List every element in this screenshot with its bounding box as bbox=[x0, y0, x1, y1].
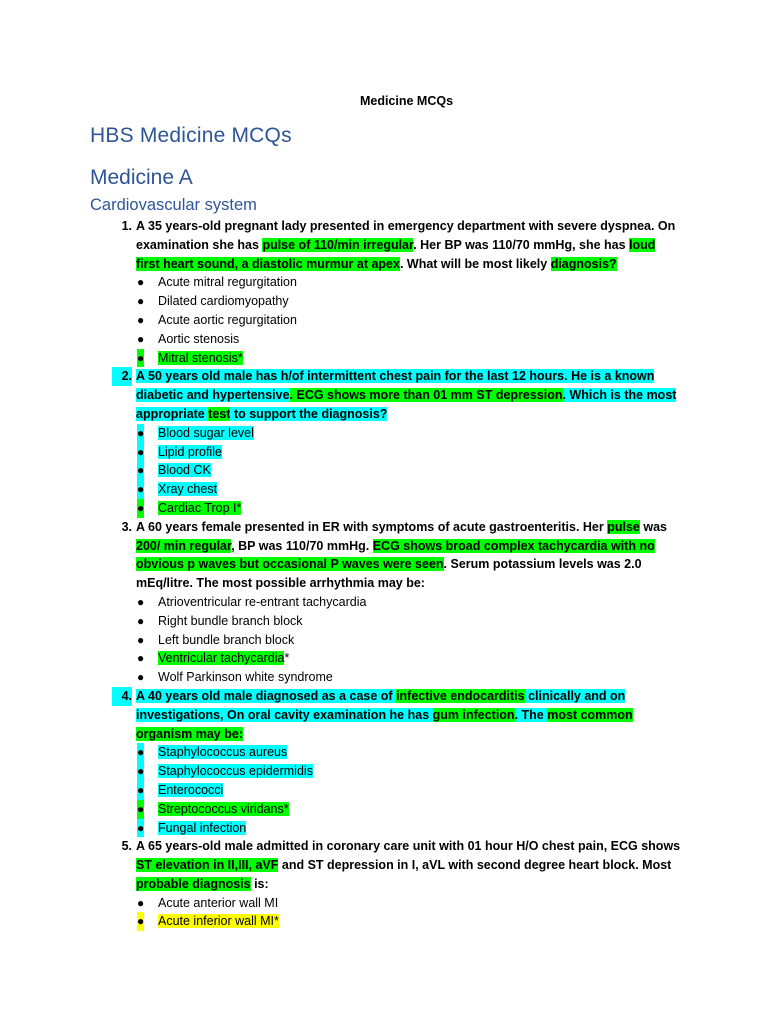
highlight: loud first heart sound, a diastolic murmur at apex bbox=[136, 237, 656, 271]
question-text: is: bbox=[250, 876, 269, 891]
highlight: gum infection bbox=[432, 707, 515, 722]
highlight: 200/ min regular bbox=[136, 538, 232, 553]
highlight: test bbox=[208, 406, 231, 421]
question-text: A 50 years old male has h/of intermittent chest pain for the last 12 hours. He is a known diabetic and hypertensive bbox=[136, 369, 655, 403]
option: ● Right bundle branch block bbox=[136, 612, 682, 631]
subsection-heading: Cardiovascular system bbox=[90, 196, 257, 214]
correct-option: ● Streptococcus viridans* bbox=[136, 800, 682, 819]
option: ● Staphylococcus epidermidis bbox=[136, 762, 682, 781]
bullet-icon: ● bbox=[137, 275, 145, 290]
option: ● Blood sugar level bbox=[136, 424, 682, 443]
option: ● Acute mitral regurgitation bbox=[136, 273, 682, 292]
question-text: . Serum potassium levels was 2.0 mEq/litre. The most possible arrhythmia may be: bbox=[136, 557, 642, 591]
option: ● Acute aortic regurgitation bbox=[136, 311, 682, 330]
option: ● Acute anterior wall MI bbox=[136, 894, 682, 913]
bullet-icon: ● bbox=[137, 762, 144, 781]
bullet-icon: ● bbox=[137, 594, 145, 609]
question-text: . The bbox=[514, 707, 548, 722]
highlight: . ECG shows more than 01 mm ST depression bbox=[289, 388, 563, 403]
section-heading: Medicine A bbox=[90, 166, 193, 189]
question-2 bbox=[121, 367, 682, 423]
option: ● Dilated cardiomyopathy bbox=[136, 292, 682, 311]
bullet-icon: ● bbox=[137, 800, 144, 819]
question-text: A 60 years female presented in ER with symptoms of acute gastroenteritis. Her bbox=[136, 519, 608, 534]
bullet-icon: ● bbox=[137, 294, 145, 309]
document-title: HBS Medicine MCQs bbox=[90, 124, 292, 147]
option: ● Left bundle branch block bbox=[136, 631, 682, 650]
bullet-icon: ● bbox=[137, 743, 144, 762]
bullet-icon: ● bbox=[137, 461, 144, 480]
question-text: was bbox=[639, 519, 667, 534]
correct-option: ● Cardiac Trop I* bbox=[136, 499, 682, 518]
highlight: ST elevation in II,III, aVF bbox=[136, 858, 279, 873]
bullet-icon: ● bbox=[137, 349, 144, 368]
correct-option: ● Mitral stenosis* bbox=[136, 349, 682, 368]
option: ● Lipid profile bbox=[136, 443, 682, 462]
bullet-icon: ● bbox=[137, 912, 144, 931]
option: ● Aortic stenosis bbox=[136, 330, 682, 349]
bullet-icon: ● bbox=[137, 632, 145, 647]
highlight: most common organism may be: bbox=[136, 707, 633, 741]
question-text: . Which is the most appropriate bbox=[136, 388, 677, 421]
question-text: to support the diagnosis? bbox=[230, 406, 388, 421]
question-number: 1. bbox=[121, 219, 132, 233]
bullet-icon: ● bbox=[137, 443, 144, 462]
bullet-icon: ● bbox=[137, 651, 145, 666]
correct-option: ● Acute inferior wall MI* bbox=[136, 912, 682, 931]
option: ● Wolf Parkinson white syndrome bbox=[136, 668, 682, 687]
question-text: . What will be most likely bbox=[399, 256, 551, 271]
option: ● Enterococci bbox=[136, 781, 682, 800]
highlight: probable diagnosis bbox=[136, 876, 251, 891]
bullet-icon: ● bbox=[137, 424, 144, 443]
question-number: 3. bbox=[121, 519, 132, 534]
bullet-icon: ● bbox=[137, 613, 145, 628]
bullet-icon: ● bbox=[137, 331, 145, 346]
bullet-icon: ● bbox=[137, 312, 145, 327]
question-3 bbox=[121, 518, 682, 593]
bullet-icon: ● bbox=[137, 781, 144, 800]
highlight: pulse bbox=[607, 519, 640, 534]
question-text: A 65 years-old male admitted in coronary care unit with 01 hour H/O chest pain, ECG shows bbox=[136, 839, 681, 854]
option: ● Atrioventricular re-entrant tachycardia bbox=[136, 593, 682, 612]
bullet-icon: ● bbox=[137, 670, 145, 685]
bullet-icon: ● bbox=[137, 819, 144, 838]
question-text: , BP was 110/70 mmHg. bbox=[231, 538, 373, 553]
question-text: A 40 years old male diagnosed as a case of bbox=[136, 688, 397, 703]
highlight: diagnosis? bbox=[550, 256, 617, 271]
question-4 bbox=[121, 687, 682, 743]
question-number: 5. bbox=[121, 839, 132, 854]
highlight: infective endocarditis bbox=[396, 688, 525, 703]
question-5 bbox=[121, 837, 682, 893]
option: ● Staphylococcus aureus bbox=[136, 743, 682, 762]
question-list bbox=[121, 217, 682, 931]
question-text: and ST depression in I, aVL with second degree heart block. Most bbox=[278, 858, 672, 873]
bullet-icon: ● bbox=[137, 895, 145, 910]
option: ● Xray chest bbox=[136, 480, 682, 499]
question-text: clinically and on investigations, On oral cavity examination he has bbox=[136, 688, 626, 722]
highlight: ECG shows broad complex tachycardia with no obvious p waves but occasional P waves were seen bbox=[136, 538, 655, 572]
correct-option: ● Ventricular tachycardia* bbox=[136, 649, 682, 668]
question-number: 4. bbox=[112, 687, 132, 706]
bullet-icon: ● bbox=[137, 480, 144, 499]
highlight: pulse of 110/min irregular bbox=[262, 237, 414, 252]
page-header: Medicine MCQs bbox=[359, 94, 454, 108]
question-number: 2. bbox=[112, 367, 132, 386]
option: ● Fungal infection bbox=[136, 819, 682, 838]
question-1 bbox=[121, 217, 682, 273]
question-text: A 35 years-old pregnant lady presented in emergency department with severe dyspnea. On examination she has bbox=[136, 219, 676, 252]
bullet-icon: ● bbox=[137, 499, 144, 518]
question-text: . Her BP was 110/70 mmHg, she has bbox=[413, 237, 630, 252]
option: ● Blood CK bbox=[136, 461, 682, 480]
